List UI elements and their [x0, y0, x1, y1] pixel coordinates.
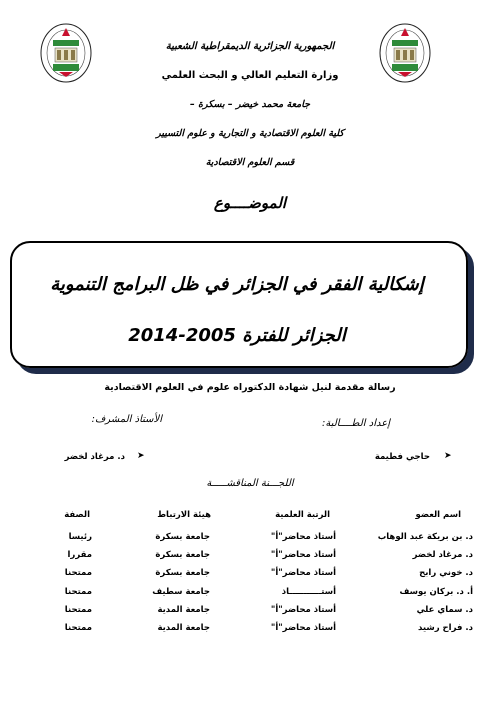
committee-heading: اللجـــنة المناقشـــــة — [206, 478, 294, 489]
supervisor-name: د. مرغاد لخضر — [64, 452, 125, 462]
member-role: رئيسا — [68, 532, 92, 542]
member-rank: أستاذ محاضر"أ" — [270, 568, 336, 578]
arrow-bullet-icon: ➤ — [137, 451, 145, 461]
member-institution: جامعة بسكرة — [155, 568, 210, 578]
republic-line: الجمهورية الجزائرية الديمقراطية الشعبية — [165, 41, 335, 52]
member-institution: جامعة بسكرة — [155, 532, 210, 542]
faculty-line: كلية العلوم الاقتصادية و التجارية و علوم التسيير — [156, 128, 344, 139]
member-name: د. خوني رابح — [419, 568, 473, 578]
prepared-by-label: إعداد الطــــالبة: — [322, 418, 390, 429]
column-header: الرتبة العلمية — [275, 510, 330, 520]
ministry-line: وزارة التعليم العالي و البحث العلمي — [161, 70, 339, 81]
member-name: د. مرغاد لخضر — [412, 550, 473, 560]
supervisor-label: الأستاذ المشرف: — [91, 414, 162, 425]
member-rank: أستاذ محاضر"أ" — [270, 532, 336, 542]
member-name: د. فراح رشيد — [417, 623, 473, 633]
member-institution: جامعة المدية — [157, 623, 210, 633]
thesis-title-line2: الجزائر للفترة 2005-2014 — [128, 325, 346, 346]
university-line: جامعة محمد خيضر – بسكرة – — [189, 99, 311, 110]
member-institution: جامعة المدية — [157, 605, 210, 615]
member-name: د. سماي علي — [416, 605, 473, 615]
thesis-title-line1: إشكالية الفقر في الجزائر في ظل البرامج التنموية — [50, 274, 424, 295]
member-role: ممتحنا — [64, 568, 92, 578]
department-line: قسم العلوم الاقتصادية — [205, 157, 295, 168]
arrow-bullet-icon: ➤ — [444, 451, 452, 461]
member-rank: أستاذ محاضر"أ" — [270, 623, 336, 633]
member-rank: أستاذ محاضر"أ" — [270, 550, 336, 560]
student-name: حاجي فطيمة — [374, 452, 430, 462]
member-role: مقررا — [67, 550, 92, 560]
member-institution: جامعة سطيف — [152, 587, 210, 597]
thesis-subtitle: رسالة مقدمة لنيل شهادة الدكتوراه علوم في العلوم الاقتصادية — [104, 382, 396, 393]
member-institution: جامعة بسكرة — [155, 550, 210, 560]
column-header: هيئة الارتباط — [157, 510, 211, 520]
member-rank: أستـــــــــــاذ — [281, 587, 336, 597]
member-role: ممتحنا — [64, 623, 92, 633]
subject-heading: الموضــــوع — [213, 194, 287, 212]
member-rank: أستاذ محاضر"أ" — [270, 605, 336, 615]
member-name: د. بن بريكة عبد الوهاب — [377, 532, 473, 542]
member-role: ممتحنا — [64, 605, 92, 615]
column-header: اسم العضو — [415, 510, 461, 520]
column-header: الصفة — [64, 510, 90, 520]
thesis-title-box — [10, 241, 468, 368]
member-role: ممتحنا — [64, 587, 92, 597]
member-name: أ. د. بركان يوسف — [399, 587, 473, 597]
